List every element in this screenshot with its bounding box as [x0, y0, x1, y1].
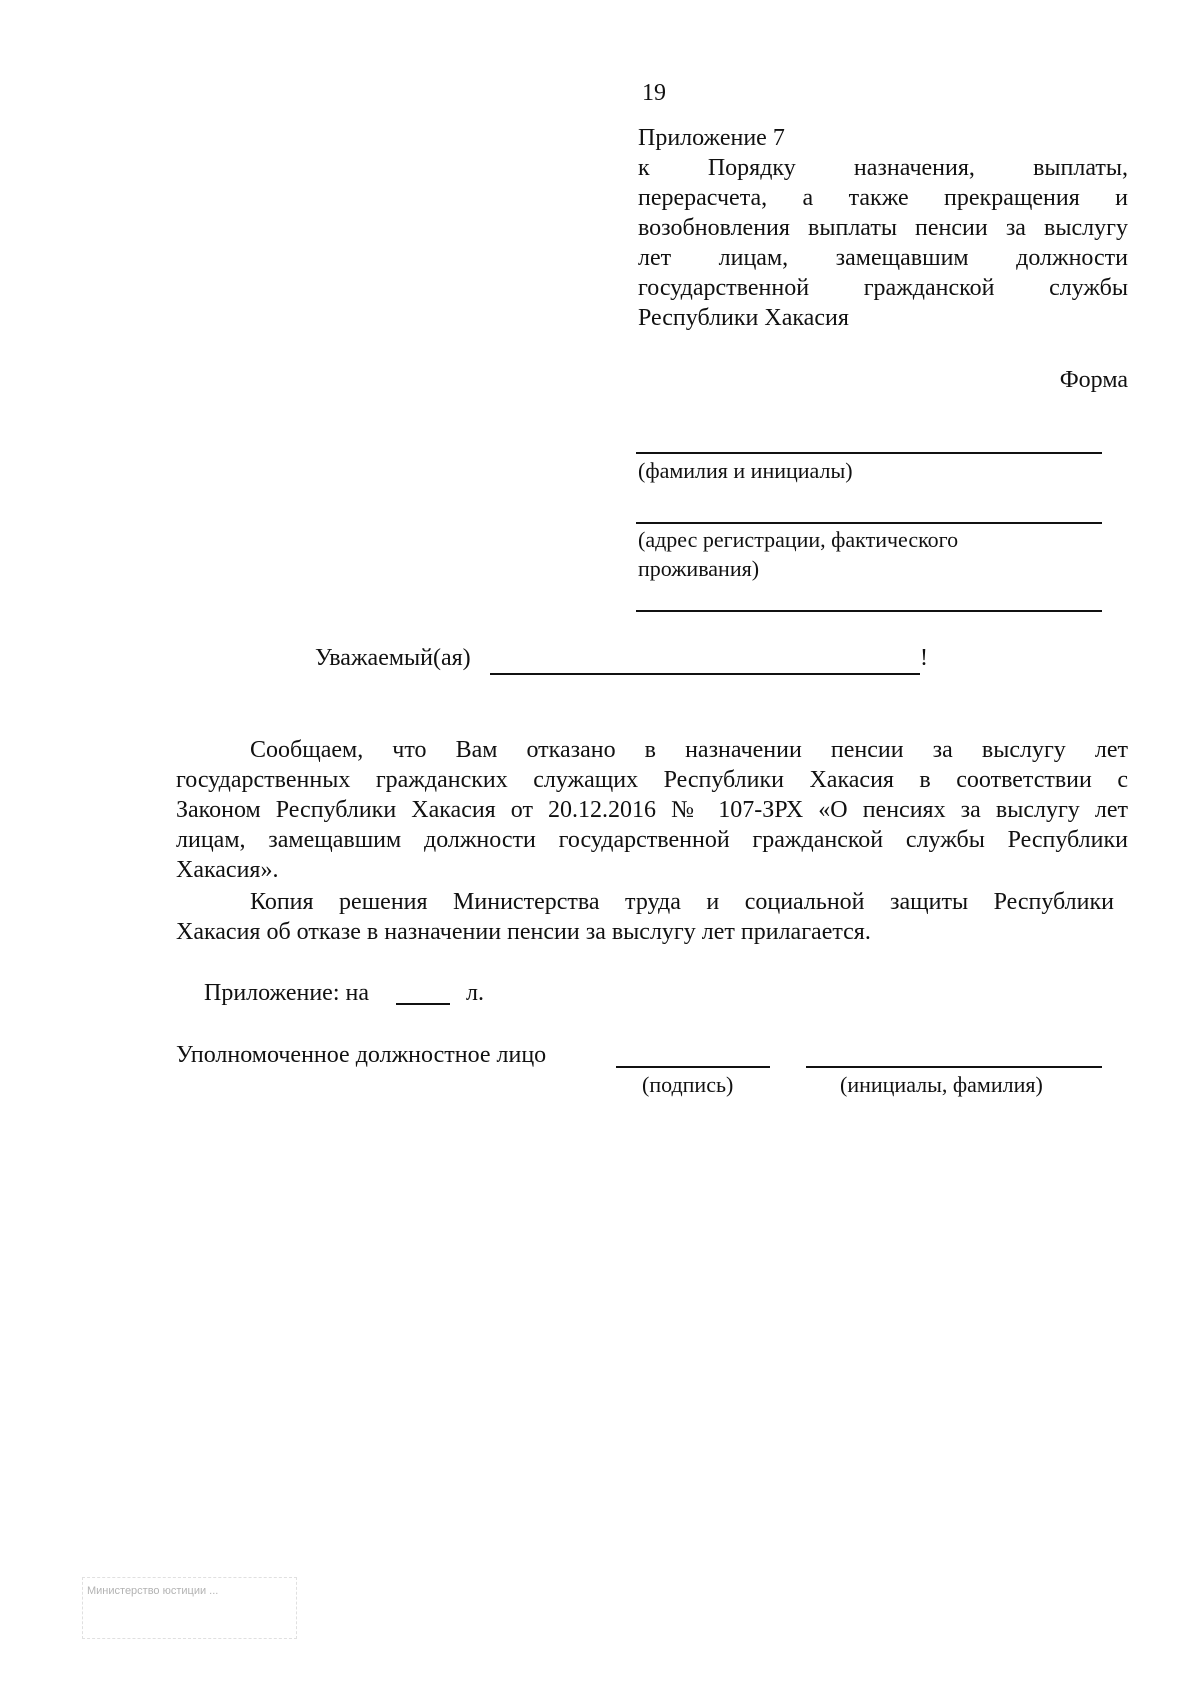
signature-caption: (подпись) [642, 1072, 734, 1097]
official-name-line [806, 1066, 1102, 1068]
body-line: лицам, замещавшим должности государственной гражданской службы Республики [176, 827, 1128, 853]
recipient-name-line [636, 452, 1102, 454]
signature-line [616, 1066, 770, 1068]
body-line: Хакасия об отказе в назначении пенсии за выслугу лет прилагается. [176, 919, 871, 945]
registration-stamp [82, 1577, 297, 1639]
recipient-address-caption-1: (адрес регистрации, фактического [638, 527, 959, 552]
appendix-line: государственной гражданской службы [638, 275, 1128, 301]
appendix-title: Приложение 7 [638, 125, 785, 151]
body-line: государственных гражданских служащих Республики Хакасия в соответствии с [176, 767, 1128, 793]
recipient-address-line [636, 522, 1102, 524]
appendix-line: лет лицам, замещавшим должности [638, 245, 1128, 271]
official-name-caption: (инициалы, фамилия) [840, 1072, 1043, 1097]
official-title: Уполномоченное должностное лицо [176, 1042, 547, 1068]
body-line: Копия решения Министерства труда и социальной защиты Республики [250, 889, 1114, 915]
body-line: Хакасия». [176, 857, 279, 883]
recipient-address-caption-2: проживания) [638, 556, 760, 581]
salutation-end: ! [920, 645, 928, 671]
recipient-name-caption: (фамилия и инициалы) [638, 458, 853, 483]
body-paragraph-1 [176, 735, 1128, 885]
appendix-line: возобновления выплаты пенсии за выслугу [638, 215, 1128, 241]
body-line: Сообщаем, что Вам отказано в назначении пенсии за выслугу лет [250, 737, 1128, 763]
appendix-line: перерасчета, а также прекращения и [638, 185, 1128, 211]
body-line: Законом Республики Хакасия от 20.12.2016 № 107-ЗРХ «О пенсиях за выслугу лет [176, 797, 1128, 823]
page-number: 19 [642, 80, 666, 106]
recipient-address-line-2 [636, 610, 1102, 612]
form-label: Форма [1059, 367, 1128, 393]
salutation-name-line [490, 673, 920, 675]
appendix-line: к Порядку назначения, выплаты, [638, 155, 1128, 181]
attachment-count-line [396, 1003, 450, 1005]
body-paragraph-2 [176, 887, 1114, 947]
salutation: Уважаемый(ая) [315, 645, 471, 671]
attachment-suffix: л. [466, 980, 484, 1006]
appendix-last-line: Республики Хакасия [638, 305, 849, 331]
stamp-text: Министерство юстиции ... [87, 1585, 219, 1597]
appendix-block [638, 123, 1128, 333]
attachment-prefix: Приложение: на [204, 980, 369, 1006]
